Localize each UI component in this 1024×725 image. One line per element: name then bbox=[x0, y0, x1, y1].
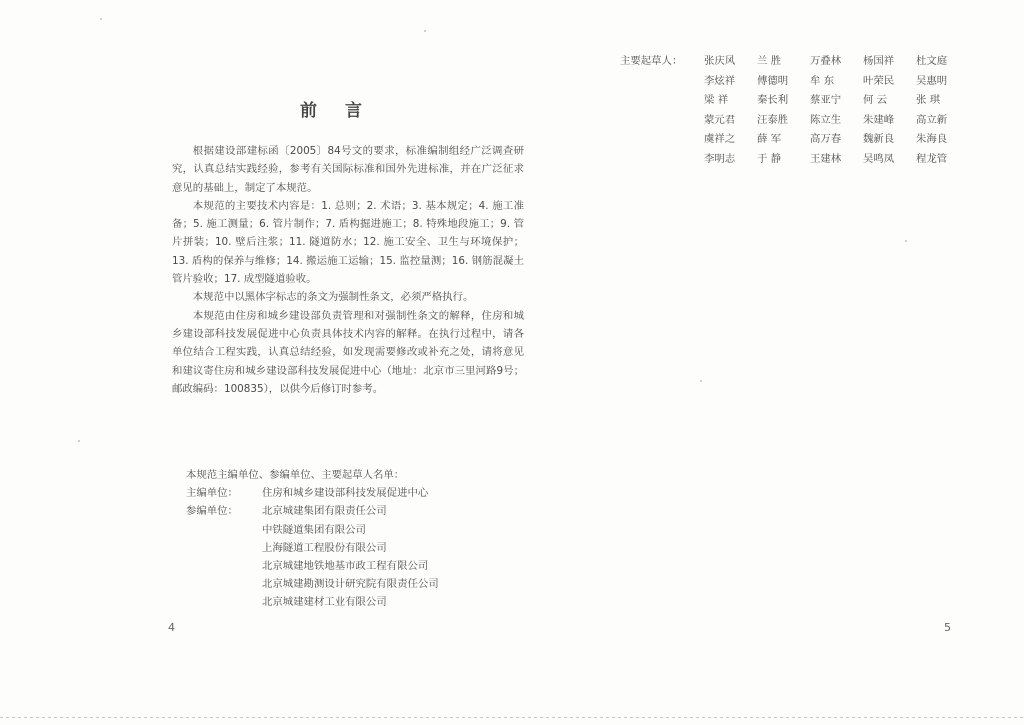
units-intro: 本规范主编单位、参编单位、主要起草人名单： bbox=[186, 469, 405, 481]
drafter-name: 高立新 bbox=[916, 113, 948, 126]
participating-unit: 北京城建地铁地基市政工程有限公司 bbox=[262, 560, 429, 573]
drafter-name: 万叠林 bbox=[810, 55, 842, 67]
scan-speck bbox=[78, 440, 80, 442]
participating-unit-row bbox=[186, 557, 516, 575]
participating-unit-row bbox=[186, 521, 516, 539]
drafter-row bbox=[620, 150, 960, 170]
chief-unit-row bbox=[186, 484, 516, 502]
drafter-name: 梁 祥 bbox=[704, 94, 729, 107]
drafters-label: 主要起草人： bbox=[620, 55, 683, 67]
drafter-row bbox=[620, 52, 960, 72]
scan-speck bbox=[424, 30, 426, 32]
drafter-name: 兰 胜 bbox=[757, 55, 782, 67]
paragraph-3: 本规范中以黑体字标志的条文为强制性条文，必须严格执行。 bbox=[192, 291, 474, 304]
drafter-name: 汪泰胜 bbox=[757, 113, 789, 126]
drafter-name: 王建林 bbox=[810, 152, 842, 165]
units-list bbox=[186, 466, 516, 612]
drafter-name: 张 琪 bbox=[916, 94, 941, 107]
paragraph-2: 本规范的主要技术内容是：1. 总则；2. 术语；3. 基本规定；4. 施工准备；5. 施工测量；6. 管片制作；7. 盾构掘进施工；8. 特殊地段施工；9. 管片拼装；10. 壁后注浆；11. 隧道防水；12. 施工安全、卫生与环境保护；13. 盾构的保养与维修；14. 搬运施工运输；15. 监控量测；16. 钢筋混凝土管片验收；17. 成型隧道验收。 bbox=[172, 199, 524, 286]
drafter-name: 李明志 bbox=[704, 152, 736, 165]
drafter-row bbox=[620, 72, 960, 92]
participating-unit: 上海隧道工程股份有限公司 bbox=[262, 541, 387, 554]
page-title: 前言 bbox=[300, 101, 390, 121]
drafter-name: 蔡亚宁 bbox=[810, 94, 842, 107]
paragraph-1: 根据建设部建标函〔2005〕84号文的要求，标准编制组经广泛调查研究，认真总结实践经验，参考有关国际标准和国外先进标准，并在广泛征求意见的基础上，制定了本规范。 bbox=[172, 145, 524, 194]
drafters-list bbox=[620, 52, 960, 170]
drafter-name: 陈立生 bbox=[810, 113, 842, 126]
drafter-name: 薛 军 bbox=[757, 133, 782, 146]
drafter-name: 高万春 bbox=[810, 133, 842, 146]
drafter-name: 杜文庭 bbox=[916, 55, 948, 67]
participating-unit-row bbox=[186, 575, 516, 593]
scan-edge-line bbox=[0, 717, 1024, 718]
participating-unit-row bbox=[186, 539, 516, 557]
drafter-name: 程龙管 bbox=[916, 152, 948, 165]
drafter-name: 叶荣民 bbox=[863, 74, 895, 87]
drafter-name: 蒙元君 bbox=[704, 113, 736, 126]
participating-unit: 中铁隧道集团有限公司 bbox=[262, 523, 366, 536]
drafter-name: 牟 东 bbox=[810, 74, 835, 87]
drafter-name: 何 云 bbox=[863, 94, 888, 107]
participating-unit: 北京城建勘测设计研究院有限责任公司 bbox=[262, 578, 439, 591]
drafter-name: 朱建峰 bbox=[863, 113, 895, 126]
drafter-row bbox=[620, 91, 960, 111]
participating-unit-row bbox=[186, 593, 516, 611]
participating-label: 参编单位： bbox=[186, 505, 238, 518]
page-number-right: 5 bbox=[944, 621, 951, 634]
participating-unit: 北京城建建材工业有限公司 bbox=[262, 596, 387, 609]
page-number-left: 4 bbox=[168, 621, 175, 634]
paragraph-4: 本规范由住房和城乡建设部负责管理和对强制性条文的解释，住房和城乡建设部科技发展促进中心负责具体技术内容的解释。在执行过程中，请各单位结合工程实践，认真总结经验，如发现需要修改或补充之处，请将意见和建议寄住房和城乡建设部科技发展促进中心（地址：北京市三里河路9号；邮政编码：100835），以供今后修订时参考。 bbox=[172, 309, 524, 395]
scan-speck bbox=[905, 240, 907, 242]
drafter-name: 秦长利 bbox=[757, 94, 789, 107]
drafter-row bbox=[620, 111, 960, 131]
chief-unit: 住房和城乡建设部科技发展促进中心 bbox=[262, 487, 429, 500]
drafter-name: 魏新良 bbox=[863, 133, 895, 146]
participating-unit: 北京城建集团有限责任公司 bbox=[262, 505, 387, 518]
scan-speck bbox=[700, 380, 702, 382]
drafter-name: 朱海良 bbox=[916, 133, 948, 146]
drafter-name: 张庆风 bbox=[704, 55, 736, 67]
preface-body bbox=[172, 142, 524, 398]
drafter-row bbox=[620, 130, 960, 150]
participating-unit-row bbox=[186, 502, 516, 520]
drafter-name: 吴惠明 bbox=[916, 74, 948, 87]
chief-unit-label: 主编单位： bbox=[186, 487, 238, 500]
scan-speck bbox=[100, 18, 102, 20]
drafter-name: 傅德明 bbox=[757, 74, 789, 87]
drafter-name: 吴鸣凤 bbox=[863, 152, 895, 165]
drafter-name: 于 静 bbox=[757, 152, 782, 165]
drafter-name: 虞祥之 bbox=[704, 133, 736, 146]
drafter-name: 李炫祥 bbox=[704, 74, 736, 87]
drafter-name: 杨国祥 bbox=[863, 55, 895, 67]
